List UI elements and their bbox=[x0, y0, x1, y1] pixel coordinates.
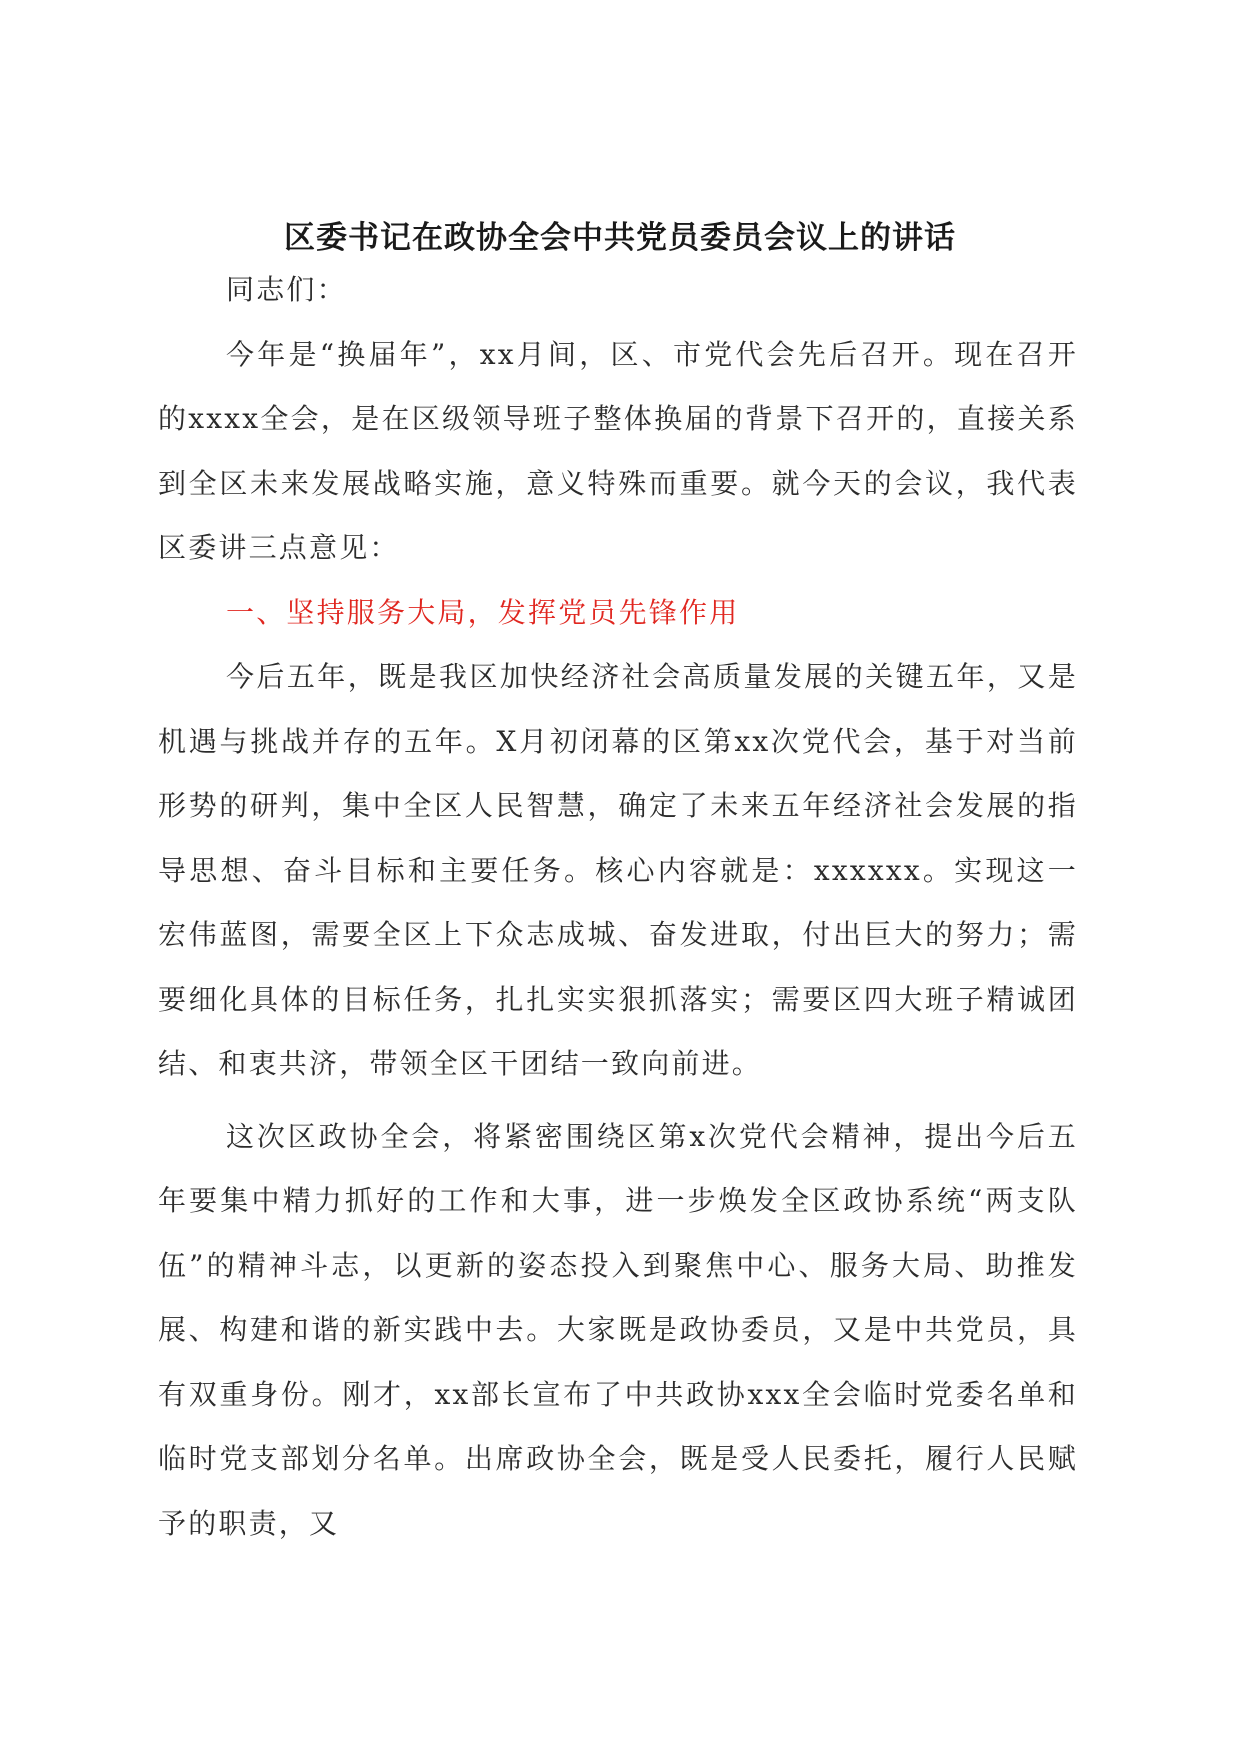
paragraph-intro: 今年是“换届年”，xx月间，区、市党代会先后召开。现在召开的xxxx全会，是在区级领导班子整体换届的背景下召开的，直接关系到全区未来发展战略实施，意义特殊而重要。就今天的会议，我代表区委讲三点意见： bbox=[158, 337, 1078, 564]
paragraph-body: 今后五年，既是我区加快经济社会高质量发展的关键五年，又是机遇与挑战并存的五年。X月初闭幕的区第xx次党代会，基于对当前形势的研判，集中全区人民智慧，确定了未来五年经济社会发展的指导思想、奋斗目标和主要任务。核心内容就是：xxxxxx。实现这一宏伟蓝图，需要全区上下众志成城、奋发进取，付出巨大的努力；需要细化具体的目标任务，扎扎实实狠抓落实；需要区四大班子精诚团结、和衷共济，带领全区干团结一致向前进。 bbox=[158, 660, 1078, 1080]
document-title: 区委书记在政协全会中共党员委员会议上的讲话 bbox=[284, 220, 956, 256]
salutation: 同志们： bbox=[226, 273, 347, 306]
section-heading: 一、坚持服务大局，发挥党员先锋作用 bbox=[226, 595, 740, 629]
document-body bbox=[158, 258, 1078, 1556]
paragraph-body: 这次区政协全会，将紧密围绕区第x次党代会精神，提出今后五年要集中精力抓好的工作和大事，进一步焕发全区政协系统“两支队伍”的精神斗志，以更新的姿态投入到聚焦中心、服务大局、助推发展、构建和谐的新实践中去。大家既是政协委员，又是中共党员，具有双重身份。刚才，xx部长宣布了中共政协xxx全会临时党委名单和临时党支部划分名单。出席政协全会，既是受人民委托，履行人民赋予的职责，又 bbox=[158, 1119, 1078, 1540]
